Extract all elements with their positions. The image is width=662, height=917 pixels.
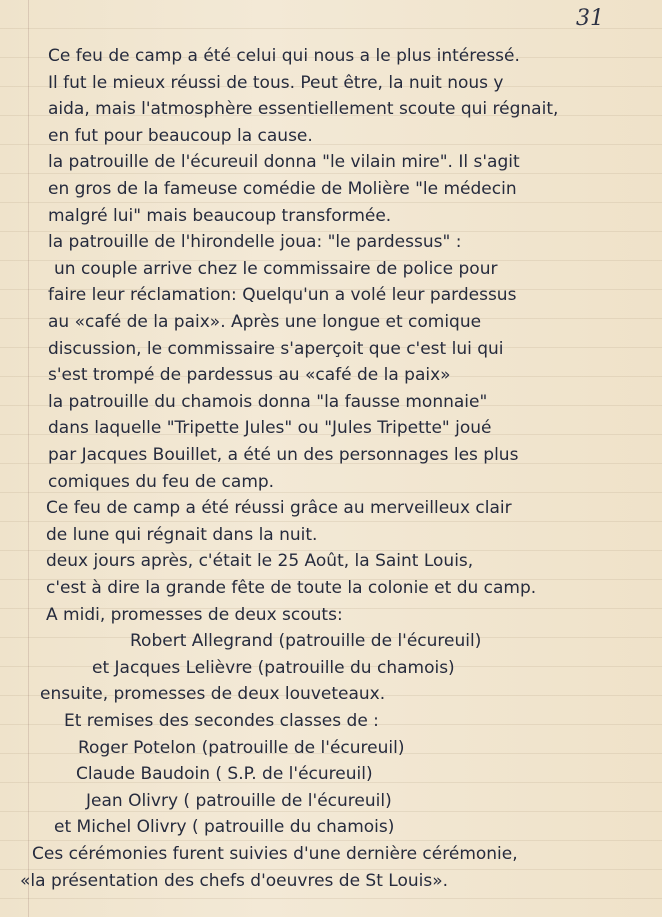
text-line: de lune qui régnait dans la nuit. [46, 524, 318, 545]
text-line: aida, mais l'atmosphère essentiellement scoute qui régnait, [48, 99, 559, 120]
text-line: Ces cérémonies furent suivies d'une dernière cérémonie, [32, 844, 518, 864]
text-line: Et remises des secondes classes de : [64, 711, 379, 731]
text-line: la patrouille du chamois donna "la fausse monnaie" [48, 391, 488, 412]
text-line: Robert Allegrand (patrouille de l'écureuil) [130, 631, 482, 652]
text-line: au «café de la paix». Après une longue et comique [48, 312, 482, 332]
text-line: deux jours après, c'était le 25 Août, la Saint Louis, [46, 551, 474, 572]
text-line: faire leur réclamation: Quelqu'un a volé leur pardessus [48, 285, 517, 306]
text-line: discussion, le commissaire s'aperçoit que c'est lui qui [48, 338, 504, 359]
text-line: ensuite, promesses de deux louveteaux. [40, 684, 386, 705]
text-line: la patrouille de l'écureuil donna "le vilain mire". Il s'agit [48, 152, 520, 173]
text-line: c'est à dire la grande fête de toute la colonie et du camp. [46, 578, 537, 598]
text-line: Il fut le mieux réussi de tous. Peut être, la nuit nous y [48, 72, 504, 93]
text-line: comiques du feu de camp. [48, 471, 275, 492]
text-line: «la présentation des chefs d'oeuvres de St Louis». [20, 870, 449, 891]
text-line: Jean Olivry ( patrouille de l'écureuil) [86, 790, 392, 811]
text-line: en gros de la fameuse comédie de Molière "le médecin [48, 179, 517, 199]
text-line: Claude Baudoin ( S.P. de l'écureuil) [76, 764, 373, 785]
text-line: dans laquelle "Tripette Jules" ou "Jules Tripette" joué [48, 418, 492, 439]
page-number: 31 [576, 6, 604, 31]
text-line: Ce feu de camp a été réussi grâce au merveilleux clair [46, 498, 512, 519]
margin-rule [28, 0, 29, 917]
text-line: Roger Potelon (patrouille de l'écureuil) [78, 737, 405, 758]
text-line: la patrouille de l'hirondelle joua: "le pardessus" : [48, 232, 462, 253]
text-line: Ce feu de camp a été celui qui nous a le plus intéressé. [48, 46, 520, 66]
text-line: par Jacques Bouillet, a été un des personnages les plus [48, 445, 519, 465]
text-line: un couple arrive chez le commissaire de police pour [54, 258, 498, 279]
text-line: en fut pour beaucoup la cause. [48, 125, 313, 146]
text-line: malgré lui" mais beaucoup transformée. [48, 205, 392, 226]
text-line: et Jacques Lelièvre (patrouille du chamois) [92, 657, 455, 678]
text-line: A midi, promesses de deux scouts: [46, 604, 343, 625]
text-line: s'est trompé de pardessus au «café de la paix» [48, 365, 451, 386]
text-line: et Michel Olivry ( patrouille du chamois) [54, 817, 395, 838]
